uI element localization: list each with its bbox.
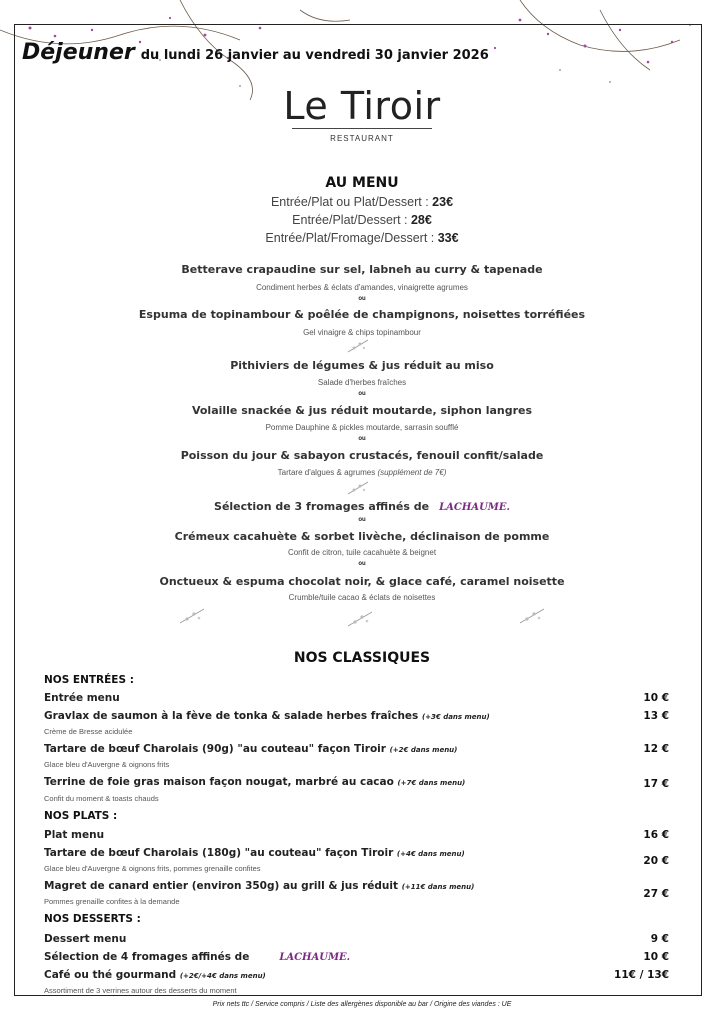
sprig-icon xyxy=(518,607,546,625)
main-1-desc: Salade d'herbes fraîches xyxy=(317,378,407,387)
title-dates: du lundi 26 janvier au vendredi 30 janvier 2026 xyxy=(140,48,489,63)
classics-heading: NOS CLASSIQUES xyxy=(293,650,431,666)
page-title xyxy=(22,40,489,65)
main-3-desc: Tartare d'algues & agrumes (supplément de 7€) xyxy=(277,468,447,477)
plat-item-name: Plat menu xyxy=(44,829,105,841)
entree-item-price: 17 € xyxy=(643,778,669,790)
entree-item-price: 10 € xyxy=(643,692,669,704)
main-2-name: Volaille snackée & jus réduit moutarde, siphon langres xyxy=(191,404,533,417)
sprig-icon xyxy=(178,607,206,625)
entree-item-price: 12 € xyxy=(643,743,669,755)
starter-2-desc: Gel vinaigre & chips topinambour xyxy=(303,328,421,337)
or-separator: ou xyxy=(358,296,366,302)
logo-name: Le Tiroir xyxy=(283,84,441,128)
plat-item-name: Tartare de bœuf Charolais (180g) "au couteau" façon Tiroir (+4€ dans menu) xyxy=(44,847,465,859)
cheese-line: Sélection de 3 fromages affinés de LACHAUME. xyxy=(214,500,510,513)
or-separator: ou xyxy=(358,436,366,442)
plats-title: NOS PLATS : xyxy=(44,810,118,822)
plat-item-name: Magret de canard entier (environ 350g) au grill & jus réduit (+11€ dans menu) xyxy=(44,880,475,892)
plat-item-price: 20 € xyxy=(643,855,669,867)
entree-item-desc: Crème de Bresse acidulée xyxy=(44,727,133,736)
entree-item-desc: Glace bleu d'Auvergne & oignons frits xyxy=(44,760,170,769)
title-dejeuner: Déjeuner xyxy=(22,40,135,65)
entree-item-name: Tartare de bœuf Charolais (90g) "au couteau" façon Tiroir (+2€ dans menu) xyxy=(44,743,458,755)
dessert-item-desc: Assortiment de 3 verrines autour des desserts du moment xyxy=(44,986,237,995)
dessert-item-price: 11€ / 13€ xyxy=(614,969,669,981)
dessert-2-name: Onctueux & espuma chocolat noir, & glace café, caramel noisette xyxy=(159,575,565,588)
entree-item-name: Terrine de foie gras maison façon nougat, marbré au cacao (+7€ dans menu) xyxy=(44,776,466,788)
main-3-name: Poisson du jour & sabayon crustacés, fenouil confit/salade xyxy=(180,449,544,462)
main-1-name: Pithiviers de légumes & jus réduit au miso xyxy=(230,359,494,372)
sprig-icon xyxy=(346,480,370,496)
starter-1-name: Betterave crapaudine sur sel, labneh au curry & tapenade xyxy=(181,263,543,276)
dessert-1-name: Crémeux cacahuète & sorbet livèche, déclinaison de pomme xyxy=(174,530,550,543)
plat-item-price: 16 € xyxy=(643,829,669,841)
main-2-desc: Pomme Dauphine & pickles moutarde, sarrasin soufflé xyxy=(265,423,459,432)
entree-item-price: 13 € xyxy=(643,710,669,722)
or-separator: ou xyxy=(358,391,366,397)
or-separator: ou xyxy=(358,561,366,567)
dessert-item-name: Sélection de 4 fromages affinés de LACHAUME. xyxy=(44,951,351,963)
desserts-title: NOS DESSERTS : xyxy=(44,913,141,925)
entree-item-desc: Confit du moment & toasts chauds xyxy=(44,794,159,803)
logo-subtitle: RESTAURANT xyxy=(330,134,394,143)
plat-item-desc: Glace bleu d'Auvergne & oignons frits, pommes grenaille confites xyxy=(44,864,261,873)
dessert-1-desc: Confit de citron, tuile cacahuète & beignet xyxy=(287,548,437,557)
dessert-item-price: 10 € xyxy=(643,951,669,963)
sprig-icon xyxy=(346,610,374,628)
formula-3: Entrée/Plat/Fromage/Dessert : 33€ xyxy=(265,231,459,245)
formula-1: Entrée/Plat ou Plat/Dessert : 23€ xyxy=(270,195,454,209)
footer-note: Prix nets ttc / Service compris / Liste des allergènes disponible au bar / Origine des viandes : UE xyxy=(212,1001,512,1008)
plat-item-desc: Pommes grenaille confites à la demande xyxy=(44,897,180,906)
dessert-item-name: Café ou thé gourmand (+2€/+4€ dans menu) xyxy=(44,969,266,981)
lachaume-brand: LACHAUME. xyxy=(439,502,510,513)
entrees-title: NOS ENTRÉES : xyxy=(44,674,134,686)
starter-1-desc: Condiment herbes & éclats d'amandes, vinaigrette agrumes xyxy=(256,283,468,292)
starter-2-name: Espuma de topinambour & poêlée de champignons, noisettes torréfiées xyxy=(138,308,586,321)
restaurant-logo xyxy=(0,84,724,143)
dessert-item-name: Dessert menu xyxy=(44,933,127,945)
lachaume-brand: LACHAUME. xyxy=(279,952,351,963)
plat-item-price: 27 € xyxy=(643,888,669,900)
menu-heading: AU MENU xyxy=(325,175,399,191)
entree-item-name: Entrée menu xyxy=(44,692,120,704)
logo-underline xyxy=(292,128,432,129)
or-separator: ou xyxy=(358,517,366,523)
sprig-icon xyxy=(346,338,370,354)
dessert-item-price: 9 € xyxy=(650,933,669,945)
formula-2: Entrée/Plat/Dessert : 28€ xyxy=(292,213,432,227)
entree-item-name: Gravlax de saumon à la fève de tonka & salade herbes fraîches (+3€ dans menu) xyxy=(44,710,490,722)
dessert-2-desc: Crumble/tuile cacao & éclats de noisettes xyxy=(288,593,436,602)
